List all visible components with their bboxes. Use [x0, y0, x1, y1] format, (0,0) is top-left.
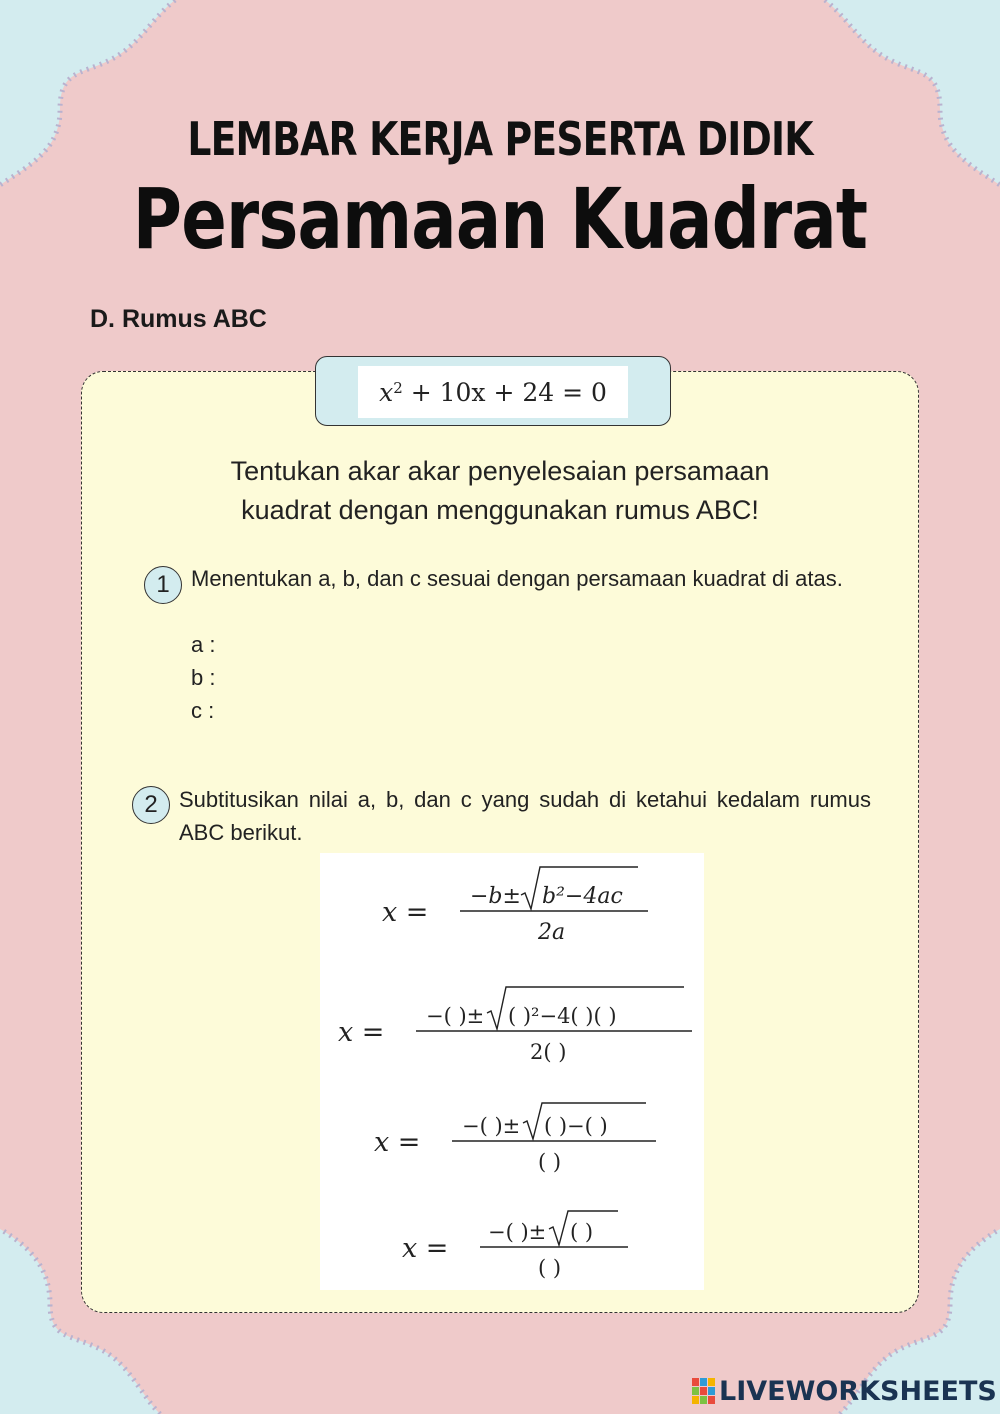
- formula-2-denominator: 2( ): [530, 1040, 567, 1064]
- instruction-line-2: kuadrat dengan menggunakan rumus ABC!: [241, 495, 759, 525]
- formula-2-radicand: ( )²−4( )( ): [508, 1004, 617, 1028]
- formula-1: [382, 867, 648, 945]
- formula-4-denominator: ( ): [538, 1256, 562, 1280]
- formula-3-numerator: −( )±: [462, 1114, 521, 1138]
- formula-2: [338, 987, 692, 1064]
- instruction-line-1: Tentukan akar akar penyelesaian persamaan: [230, 456, 770, 486]
- formula-3-denominator: ( ): [538, 1150, 562, 1174]
- step-1-badge: 1: [144, 566, 182, 604]
- formula-1-denominator: 2a: [538, 920, 566, 945]
- formula-2-lhs: x =: [338, 1017, 385, 1048]
- formula-2-numerator: −( )±: [426, 1004, 485, 1028]
- logo-blocks-icon: [692, 1376, 716, 1406]
- logo-text: LIVEWORKSHEETS: [719, 1375, 997, 1407]
- formula-4-numerator: −( )±: [488, 1220, 547, 1244]
- formula-3: [374, 1103, 656, 1174]
- worksheet-title: Persamaan Kuadrat: [132, 170, 868, 268]
- step-2-badge: 2: [132, 786, 170, 824]
- formula-4-lhs: x =: [402, 1233, 449, 1264]
- equation-rest: + 10x + 24 = 0: [410, 377, 607, 407]
- equation-exponent: 2: [393, 379, 403, 397]
- section-heading: D. Rumus ABC: [90, 305, 267, 333]
- step-2-text: Subtitusikan nilai a, b, dan c yang sudah di ketahui kedalam rumus ABC berikut.: [179, 787, 871, 845]
- formula-svg: [320, 853, 704, 1290]
- formula-4: [402, 1211, 628, 1280]
- worksheet-subtitle: LEMBAR KERJA PESERTA DIDIK: [187, 112, 813, 166]
- formula-3-radicand: ( )−( ): [544, 1114, 608, 1138]
- b-value-label: b :: [191, 665, 216, 690]
- formula-1-lhs: x =: [382, 897, 429, 928]
- instruction-text: [120, 452, 880, 530]
- equation-variable: x: [379, 377, 394, 407]
- liveworksheets-logo[interactable]: [692, 1374, 997, 1408]
- formula-1-radicand: b²−4ac: [542, 884, 623, 909]
- c-value-label: c :: [191, 698, 215, 723]
- quadratic-equation: [358, 366, 628, 418]
- formula-1-numerator: −b±: [470, 884, 521, 909]
- a-value-label: a :: [191, 632, 216, 657]
- step-1-text: Menentukan a, b, dan c sesuai dengan persamaan kuadrat di atas.: [191, 566, 843, 591]
- formula-4-radicand: ( ): [570, 1220, 594, 1244]
- formula-area: [320, 853, 704, 1290]
- formula-3-lhs: x =: [374, 1127, 421, 1158]
